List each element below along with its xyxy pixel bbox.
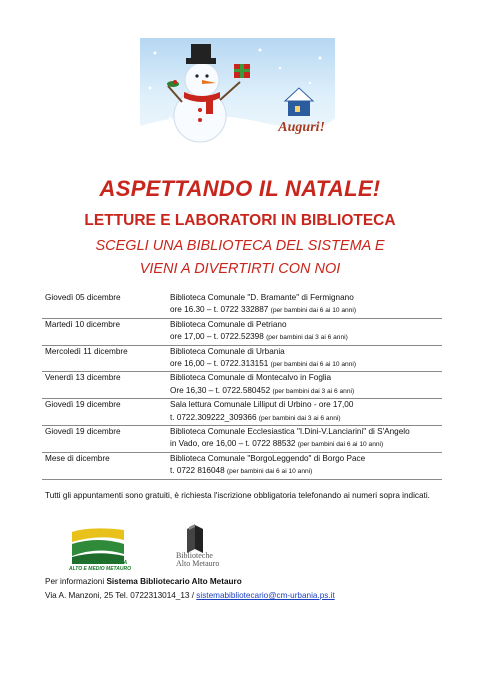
subtitle: LETTURE E LABORATORI IN BIBLIOTECA [84,212,396,229]
greeting-text: Auguri! [278,120,325,135]
event-place: Biblioteca Comunale di Urbania [170,346,285,356]
event-age: (per bambini dai 3 ai 6 anni) [272,387,355,395]
event-time: t. 0722.309222_309366 [170,412,257,422]
table-row [42,438,442,452]
schedule-table [42,292,442,480]
event-time: ore 17,00 – t. 0722.52398 [170,332,264,342]
info-line: Per informazioni Sistema Bibliotecario Alto Metauro [45,577,242,586]
tagline-line-2: VIENI A DIVERTIRTI CON NOI [139,261,341,277]
event-time: ore 16.30 – t. 0722 332887 [170,305,269,315]
event-time: in Vado, ore 16,00 – t. 0722 88532 [170,439,296,449]
event-age: (per bambini dai 6 ai 10 anni) [270,361,357,369]
info-organization: Sistema Bibliotecario Alto Metauro [106,577,242,586]
event-date: Mercoledì 11 dicembre [45,346,128,356]
event-date: Giovedì 05 dicembre [45,293,121,302]
comunita-montana-label: COMUNITA' MONTANA ALTO E MEDIO METAURO [69,560,131,572]
table-row [42,304,442,318]
email-link[interactable]: sistemabibliotecario@cm-urbania.ps.it [196,591,335,600]
table-row [42,292,442,304]
event-place: Biblioteca Comunale di Petriano [170,319,287,329]
table-row [42,465,442,479]
registration-note: Tutti gli appuntamenti sono gratuiti, è richiesta l'iscrizione obbligatoria telefonando ai numeri sopra indicati. [45,491,430,500]
table-row [42,426,442,439]
event-date: Giovedì 19 dicembre [45,427,121,437]
table-row [42,385,442,399]
event-date: Mese di dicembre [45,453,110,463]
event-time: t. 0722 816048 [170,466,225,476]
event-time: ore 16,00 – t. 0722.313151 [170,359,269,369]
table-row [42,318,442,331]
event-age: (per bambini dai 6 ai 10 anni) [297,441,384,449]
main-title: ASPETTANDO IL NATALE! [99,176,381,201]
biblioteche-book-icon [183,523,207,553]
event-age: (per bambini dai 6 ai 10 anni) [226,468,313,476]
event-date: Venerdì 13 dicembre [45,373,121,383]
table-row [42,452,442,465]
event-date: Martedì 10 dicembre [45,319,121,329]
snowman-illustration [140,38,335,146]
table-row [42,399,442,412]
event-age: (per bambini dai 6 ai 10 anni) [270,307,357,315]
event-age: (per bambini dai 3 ai 6 anni) [258,414,341,422]
table-row [42,345,442,358]
address-line: Via A. Manzoni, 25 Tel. 0722313014_13 / sistemabibliotecario@cm-urbania.ps.it [45,591,335,600]
tagline-line-1: SCEGLI UNA BIBLIOTECA DEL SISTEMA E [95,238,385,254]
biblioteche-label: Biblioteche Alto Metauro [176,551,220,568]
event-place: Biblioteca Comunale di Montecalvo in Foglia [170,373,332,383]
event-time: Ore 16,30 – t. 0722.580452 [170,385,271,395]
event-age: (per bambini dai 3 ai 6 anni) [266,334,348,342]
table-row [42,412,442,426]
event-place: Biblioteca Comunale "D. Bramante" di Fermignano [170,293,354,302]
event-date: Giovedì 19 dicembre [45,400,121,410]
event-place: Biblioteca Comunale Ecclesiastica "I.Dini-V.Lanciarini" di S'Angelo [170,427,410,437]
event-place: Biblioteca Comunale "BorgoLeggendo" di Borgo Pace [170,453,366,463]
table-row [42,331,442,345]
table-row [42,358,442,372]
table-row [42,372,442,385]
event-place: Sala lettura Comunale Lilliput di Urbino - ore 17,00 [170,400,354,410]
